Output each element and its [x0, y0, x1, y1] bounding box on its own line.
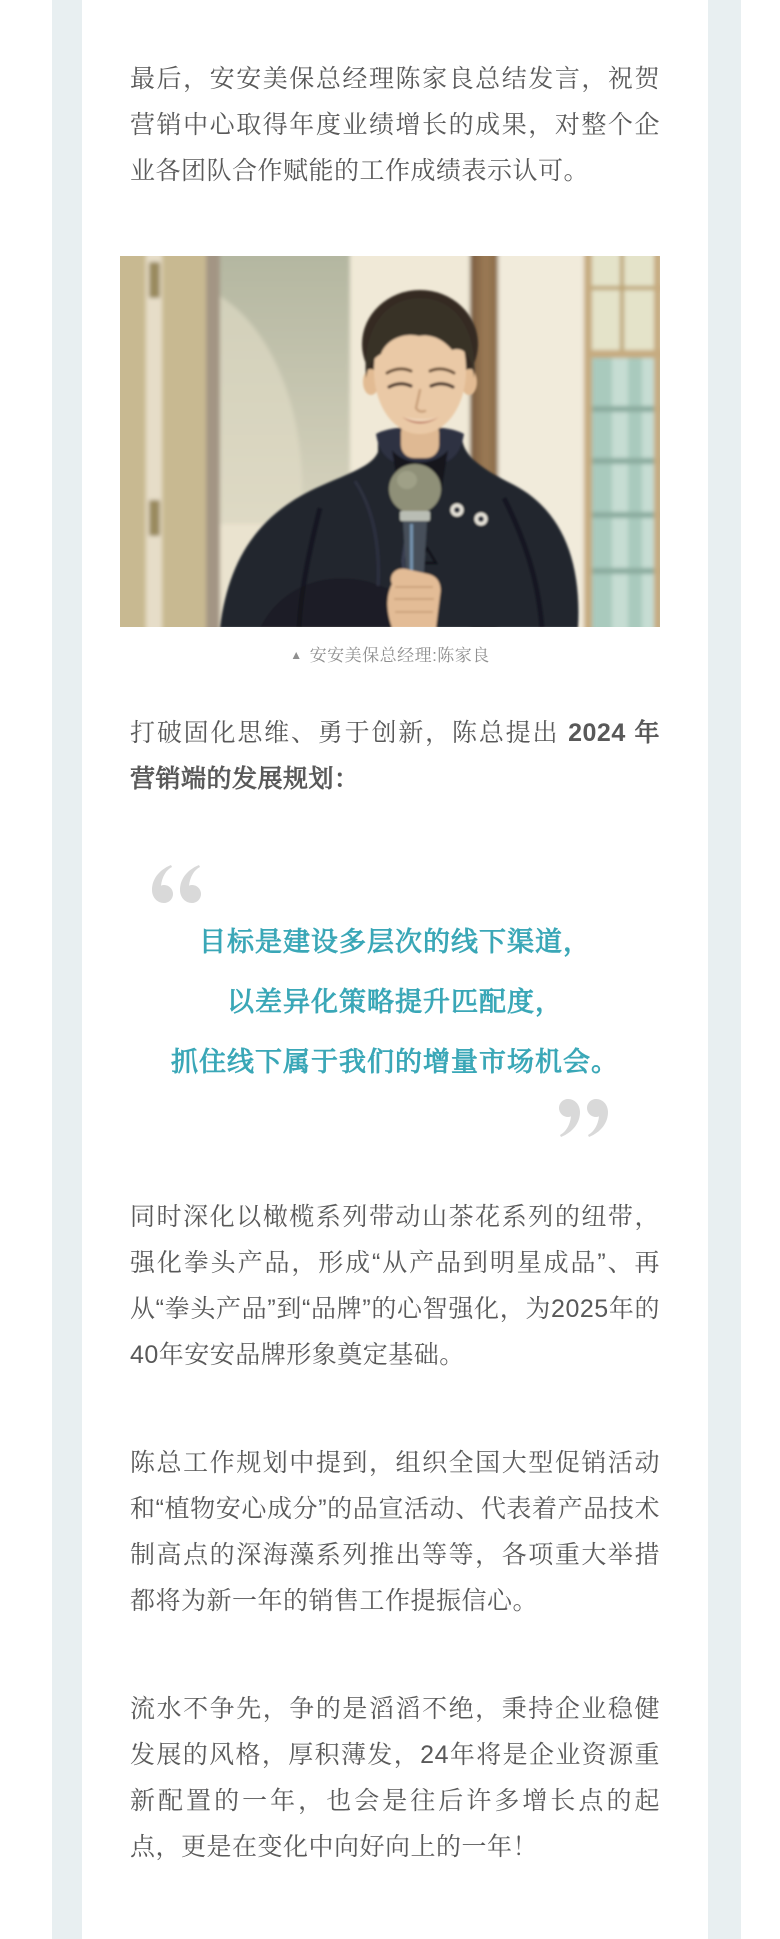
plan-intro-bold-text: 2024 年营销端的发展规划： — [130, 719, 661, 793]
page-background-right — [708, 0, 741, 1939]
quote-line-1: 目标是建设多层次的线下渠道， — [199, 927, 591, 957]
page-background-left — [52, 0, 82, 1939]
photo-caption — [120, 643, 660, 668]
quote-line-3: 抓住线下属于我们的增量市场机会。 — [171, 1047, 619, 1077]
close-quote — [130, 1098, 608, 1138]
plan-intro-text: 打破固化思维、勇于创新，陈总提出 — [130, 719, 569, 747]
speaker-photo-figure — [120, 256, 660, 668]
paragraph-work-plan: 陈总工作规划中提到，组织全国大型促销活动和“植物安心成分”的品宣活动、代表着产品技术制高点的深海藻系列推出等等，各项重大举措都将为新一年的销售工作提振信心。 — [130, 1449, 660, 1615]
article-content — [82, 0, 708, 1939]
paragraph-closing-speech: 最后，安安美保总经理陈家良总结发言，祝贺营销中心取得年度业绩增长的成果，对整个企业各团队合作赋能的工作成绩表示认可。 — [130, 65, 660, 185]
paragraph-product-strategy: 同时深化以橄榄系列带动山茶花系列的纽带，强化拳头产品，形成“从产品到明星成品”、再从“拳头产品”到“品牌”的心智强化，为2025年的40年安安品牌形象奠定基础。 — [130, 1203, 660, 1369]
paragraph-closing-remarks: 流水不争先，争的是滔滔不绝，秉持企业稳健发展的风格，厚积薄发，24年将是企业资源重新配置的一年，也会是往后许多增长点的起点，更是在变化中向好向上的一年！ — [130, 1695, 660, 1861]
close-quote-icon — [558, 1098, 608, 1138]
article-card — [82, 0, 708, 1939]
caption-triangle-icon: ▲ — [290, 648, 303, 662]
speaker-photo[interactable] — [120, 256, 660, 627]
quote-lines — [130, 912, 660, 1092]
open-quote-icon — [152, 864, 202, 904]
photo-caption-text: 安安美保总经理:陈家良 — [309, 646, 490, 665]
open-quote — [152, 864, 660, 904]
quote-line-2: 以差异化策略提升匹配度， — [227, 987, 563, 1017]
paragraph-plan-intro — [130, 710, 660, 802]
speaker-photo-illustration — [120, 256, 660, 627]
quote-block — [130, 864, 660, 1138]
